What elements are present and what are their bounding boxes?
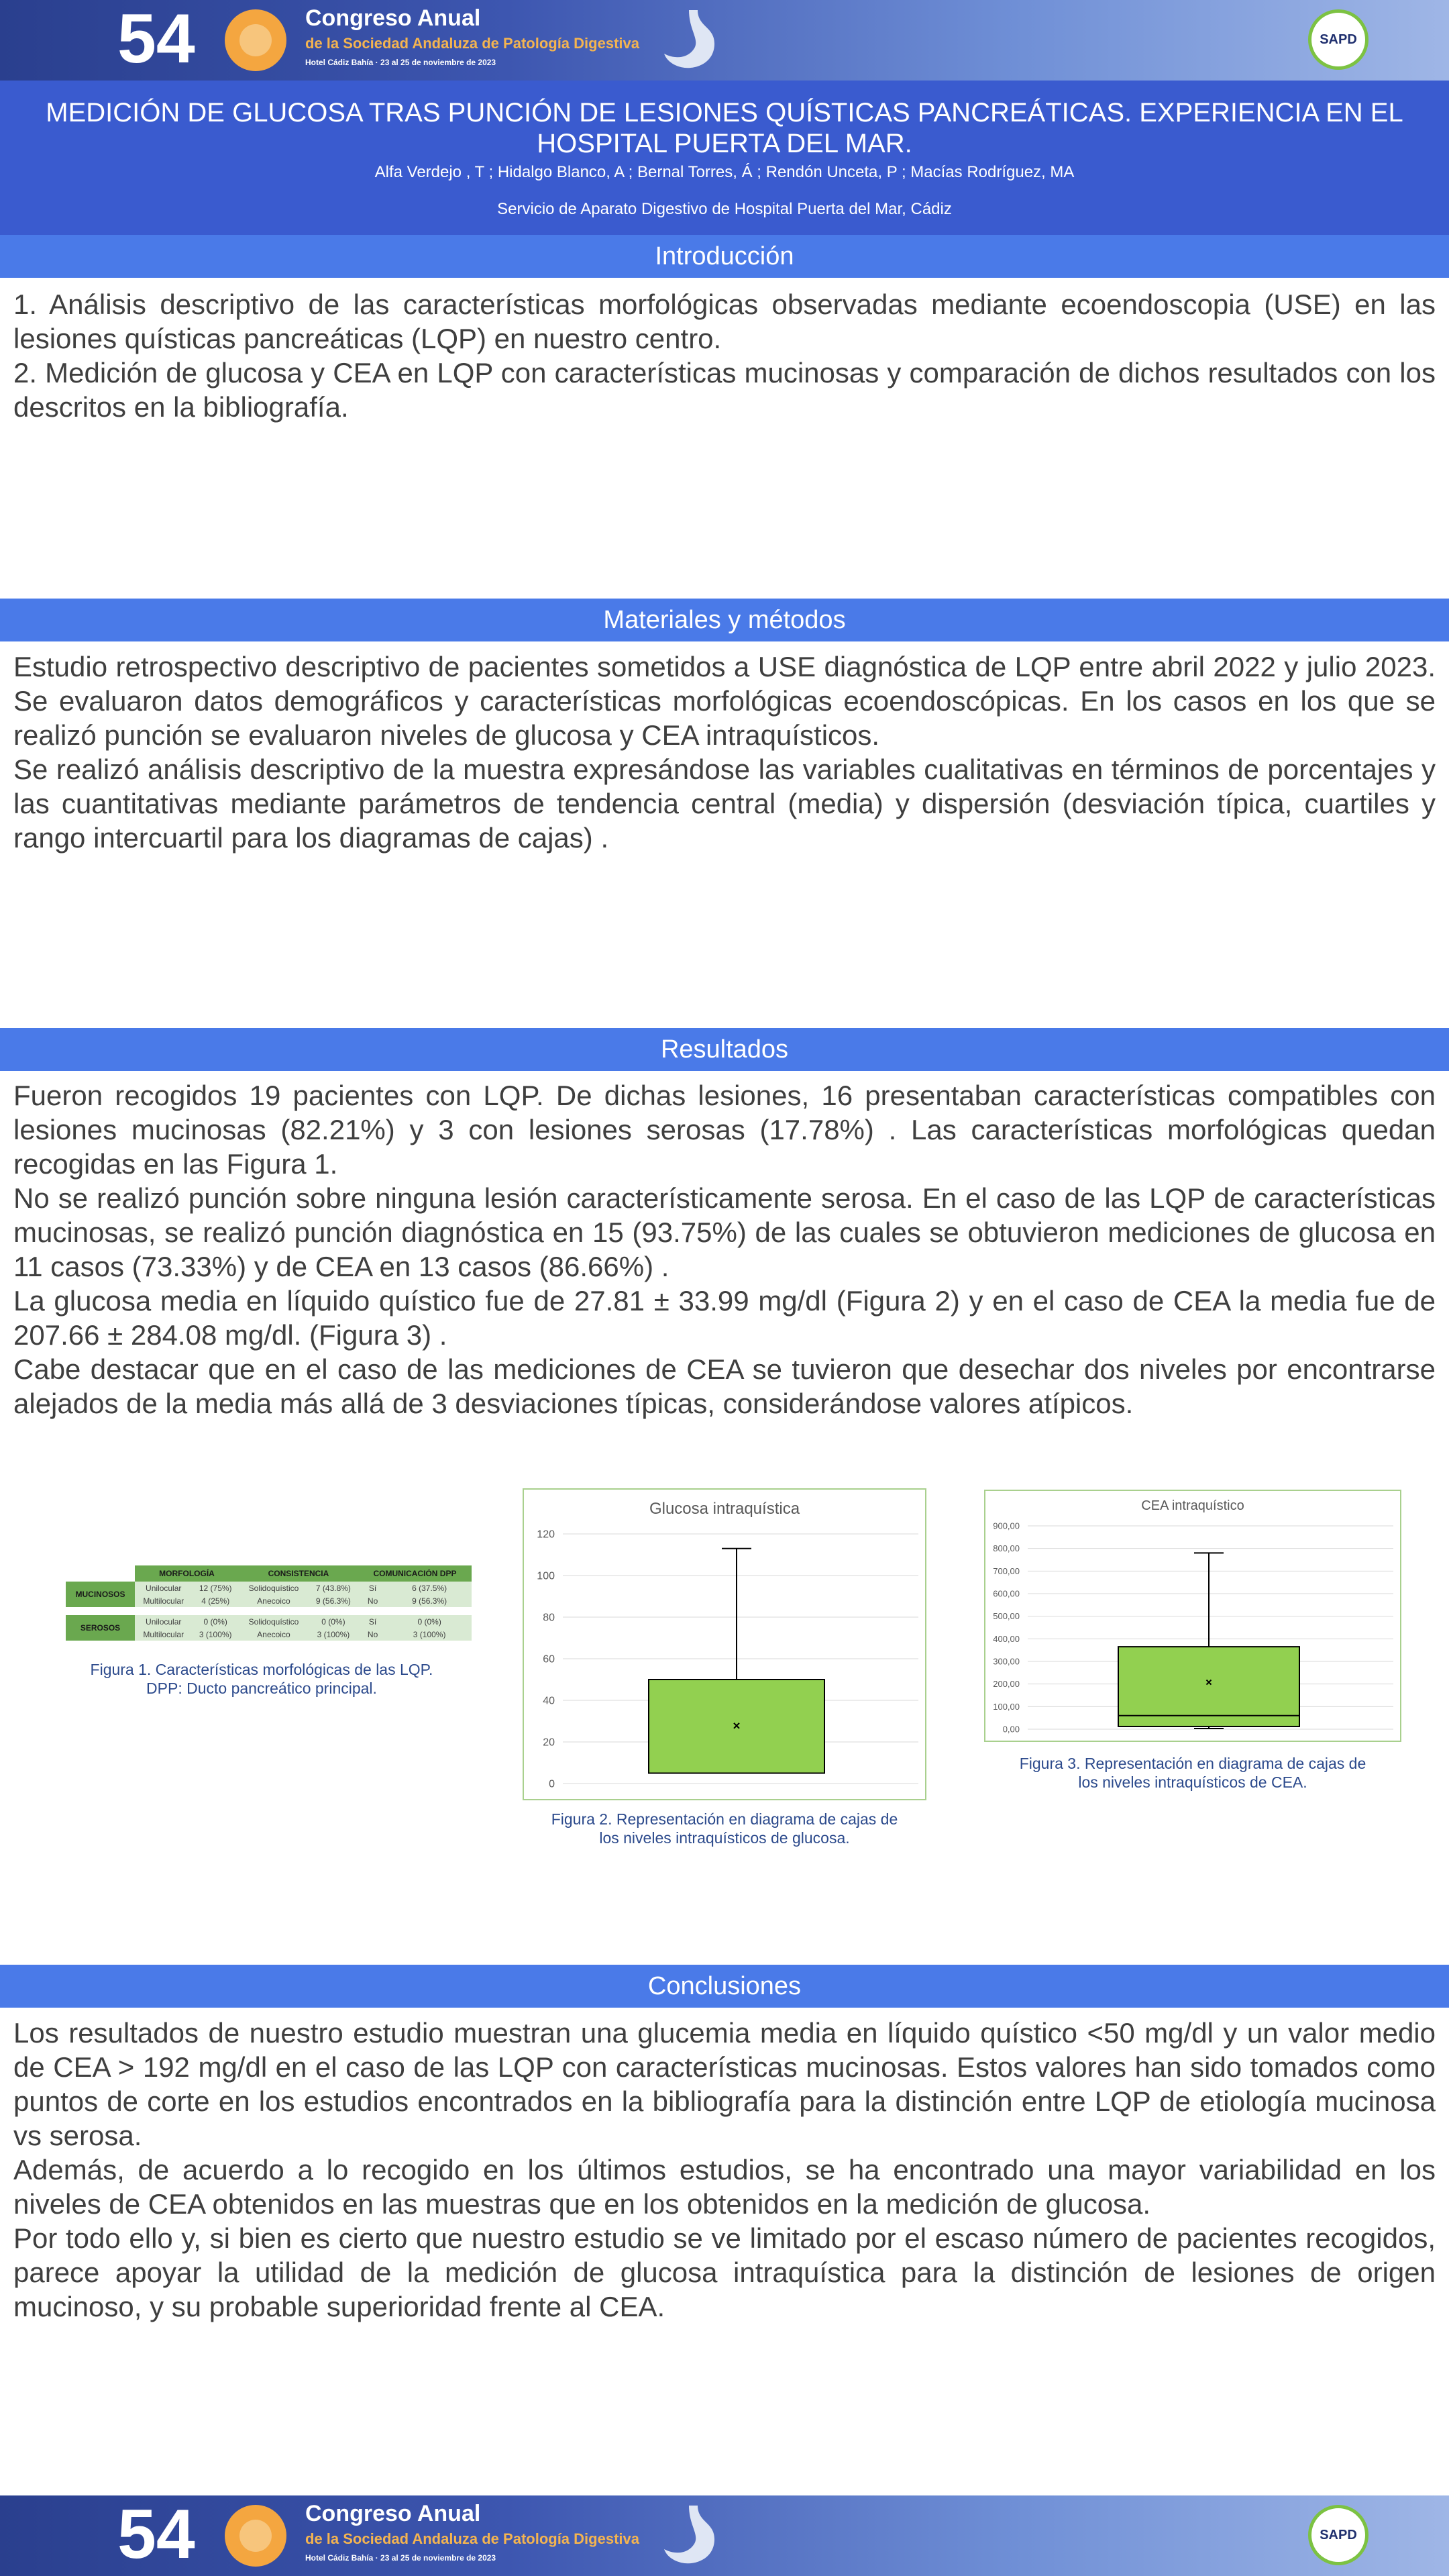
figure2-caption xyxy=(523,1810,926,1847)
table-cell: Solidoquístico xyxy=(239,1582,309,1594)
conclusions-paragraph: Los resultados de nuestro estudio muestran una glucemia media en líquido quístico <50 mg/dl y un valor medio de CEA > 192 mg/dl en el caso de las LQP con características mucinosas. Estos valores han sido tomados como puntos de corte en los estudios encontrados en la bibliografía para la distinción entre LQP de etiología mucinosa vs serosa. xyxy=(13,2017,1436,2151)
sapd-logo: SAPD xyxy=(1308,9,1368,70)
table-header: CONSISTENCIA xyxy=(239,1565,358,1582)
table-row xyxy=(66,1615,472,1628)
figure1-caption xyxy=(54,1660,470,1698)
y-tick-label: 40 xyxy=(543,1695,555,1707)
table-row xyxy=(66,1582,472,1594)
intro-body xyxy=(13,287,1436,424)
table-cell: 12 (75%) xyxy=(192,1582,239,1594)
y-tick-label: 0 xyxy=(549,1778,555,1790)
edition-number: 54 xyxy=(117,2495,195,2573)
group-label: SEROSOS xyxy=(66,1615,135,1641)
y-tick-label: 800,00 xyxy=(993,1543,1020,1554)
caption-line: DPP: Ducto pancreático principal. xyxy=(146,1680,377,1697)
y-tick-label: 600,00 xyxy=(993,1588,1020,1599)
y-tick-label: 0,00 xyxy=(1002,1724,1020,1735)
y-tick-label: 100 xyxy=(537,1570,555,1582)
group-label: MUCINOSOS xyxy=(66,1582,135,1607)
table-cell: Unilocular xyxy=(135,1582,192,1594)
results-paragraph: Fueron recogidos 19 pacientes con LQP. De dichas lesiones, 16 presentaban características compatibles con lesiones mucinosas (82.21%) y 3 con lesiones serosas (17.78%) . Las características morfológicas quedan recogidas en las Figura 1. xyxy=(13,1080,1436,1180)
table-cell: 3 (100%) xyxy=(192,1628,239,1641)
banner-line1: Congreso Anual xyxy=(305,2501,481,2526)
y-tick-label: 400,00 xyxy=(993,1633,1020,1644)
congress-emblem-icon xyxy=(225,9,286,71)
methods-paragraph: Estudio retrospectivo descriptivo de pacientes sometidos a USE diagnóstica de LQP entre abril 2022 y julio 2023. Se evaluaron datos demográficos y características morfológicas ecoendoscópicas. En los casos en los que se realizó punción se evaluaron niveles de glucosa y CEA intraquísticos. xyxy=(13,651,1436,751)
y-tick-label: 200,00 xyxy=(993,1679,1020,1690)
banner-line3: Hotel Cádiz Bahía · 23 al 25 de noviembre de 2023 xyxy=(305,58,496,67)
y-tick-label: 500,00 xyxy=(993,1611,1020,1622)
table-header: COMUNICACIÓN DPP xyxy=(358,1565,472,1582)
conclusions-paragraph: Además, de acuerdo a lo recogido en los últimos estudios, se ha encontrado una mayor variabilidad en los niveles de CEA obtenidos en las muestras que en los obtenidos en la medición de glucosa. xyxy=(13,2154,1436,2220)
iqr-box xyxy=(1118,1647,1299,1727)
results-heading: Resultados xyxy=(0,1028,1449,1071)
glucose-boxplot xyxy=(523,1488,926,1800)
edition-number: 54 xyxy=(117,0,195,78)
y-tick-label: 120 xyxy=(537,1529,555,1541)
banner-line3: Hotel Cádiz Bahía · 23 al 25 de noviembre de 2023 xyxy=(305,2553,496,2563)
y-tick-label: 900,00 xyxy=(993,1521,1020,1531)
table-cell: Sí xyxy=(358,1615,387,1628)
y-tick-label: 300,00 xyxy=(993,1656,1020,1667)
table-cell: 7 (43.8%) xyxy=(309,1582,358,1594)
caption-line: los niveles intraquísticos de glucosa. xyxy=(599,1829,850,1847)
conclusions-body xyxy=(13,2016,1436,2324)
chart-title: CEA intraquístico xyxy=(1141,1498,1244,1513)
figure3-caption xyxy=(984,1754,1401,1792)
congress-emblem-icon xyxy=(225,2505,286,2567)
table-header: MORFOLOGÍA xyxy=(135,1565,239,1582)
stomach-icon xyxy=(661,7,721,74)
results-paragraph: Cabe destacar que en el caso de las mediciones de CEA se tuvieron que desechar dos niveles por encontrarse alejados de la media más allá de 3 desviaciones típicas, considerándose valores atípicos. xyxy=(13,1353,1436,1419)
banner-line1: Congreso Anual xyxy=(305,5,481,31)
table-cell: 3 (100%) xyxy=(387,1628,472,1641)
conclusions-paragraph: Por todo ello y, si bien es cierto que nuestro estudio se ve limitado por el escaso número de pacientes recogidos, parece apoyar la utilidad de la medición de glucosa intraquística para la distinción de lesiones de origen mucinoso, y su probable superioridad frente al CEA. xyxy=(13,2222,1436,2322)
table-cell: 0 (0%) xyxy=(309,1615,358,1628)
table-cell: Multilocular xyxy=(135,1594,192,1607)
bottom-banner xyxy=(0,2495,1449,2576)
results-paragraph: La glucosa media en líquido quístico fue de 27.81 ± 33.99 mg/dl (Figura 2) y en el caso de CEA la media fue de 207.66 ± 284.08 mg/dl. (Figura 3) . xyxy=(13,1285,1436,1351)
morphology-table xyxy=(66,1565,472,1641)
results-body xyxy=(13,1078,1436,1421)
table-cell: 6 (37.5%) xyxy=(387,1582,472,1594)
intro-heading: Introducción xyxy=(0,235,1449,278)
conclusions-heading: Conclusiones xyxy=(0,1965,1449,2008)
table-cell: No xyxy=(358,1594,387,1607)
top-banner xyxy=(0,0,1449,81)
caption-line: los niveles intraquísticos de CEA. xyxy=(1078,1773,1307,1791)
y-tick-label: 60 xyxy=(543,1653,555,1665)
table-cell: 9 (56.3%) xyxy=(387,1594,472,1607)
intro-paragraph: 2. Medición de glucosa y CEA en LQP con características mucinosas y comparación de dichos resultados con los descritos en la bibliografía. xyxy=(13,357,1436,423)
table-cell: No xyxy=(358,1628,387,1641)
table-cell: 4 (25%) xyxy=(192,1594,239,1607)
y-tick-label: 20 xyxy=(543,1737,555,1749)
table-cell: 0 (0%) xyxy=(192,1615,239,1628)
table-cell: Sí xyxy=(358,1582,387,1594)
methods-heading: Materiales y métodos xyxy=(0,599,1449,641)
chart-title: Glucosa intraquística xyxy=(649,1500,800,1518)
sapd-logo: SAPD xyxy=(1308,2505,1368,2565)
cea-boxplot xyxy=(984,1490,1401,1742)
table-cell: Solidoquístico xyxy=(239,1615,309,1628)
table-cell: Anecoico xyxy=(239,1628,309,1641)
table-cell: Multilocular xyxy=(135,1628,192,1641)
y-tick-label: 100,00 xyxy=(993,1701,1020,1712)
table-cell: 0 (0%) xyxy=(387,1615,472,1628)
banner-line2: de la Sociedad Andaluza de Patología Digestiva xyxy=(305,35,639,52)
caption-line: Figura 2. Representación en diagrama de cajas de xyxy=(551,1810,898,1828)
poster-title: MEDICIÓN DE GLUCOSA TRAS PUNCIÓN DE LESIONES QUÍSTICAS PANCREÁTICAS. EXPERIENCIA EN EL HOSPITAL PUERTA DEL MAR. xyxy=(46,98,1403,158)
caption-line: Figura 3. Representación en diagrama de cajas de xyxy=(1019,1755,1366,1772)
banner-line2: de la Sociedad Andaluza de Patología Digestiva xyxy=(305,2530,639,2547)
methods-body xyxy=(13,650,1436,855)
table-cell: Unilocular xyxy=(135,1615,192,1628)
table-cell: 9 (56.3%) xyxy=(309,1594,358,1607)
y-tick-label: 80 xyxy=(543,1612,555,1624)
y-tick-label: 700,00 xyxy=(993,1565,1020,1576)
caption-line: Figura 1. Características morfológicas de las LQP. xyxy=(90,1661,433,1678)
poster-header xyxy=(0,81,1449,235)
results-paragraph: No se realizó punción sobre ninguna lesión característicamente serosa. En el caso de las LQP de características mucinosas, se realizó punción diagnóstica en 15 (93.75%) de las cuales se obtuvieron mediciones de glucosa en 11 casos (73.33%) y de CEA en 13 casos (86.66%) . xyxy=(13,1182,1436,1282)
authors: Alfa Verdejo , T ; Hidalgo Blanco, A ; Bernal Torres, Á ; Rendón Unceta, P ; Macías Rodríguez, MA xyxy=(374,163,1075,181)
intro-paragraph: 1. Análisis descriptivo de las características morfológicas observadas mediante ecoendoscopia (USE) en las lesiones quísticas pancreáticas (LQP) en nuestro centro. xyxy=(13,289,1436,354)
affiliation: Servicio de Aparato Digestivo de Hospital Puerta del Mar, Cádiz xyxy=(497,200,952,218)
methods-paragraph: Se realizó análisis descriptivo de la muestra expresándose las variables cualitativas en términos de porcentajes y las cuantitativas mediante parámetros de tendencia central (media) y dispersión (desviación típica, cuartiles y rango intercuartil para los diagramas de cajas) . xyxy=(13,754,1436,854)
table-cell: Anecoico xyxy=(239,1594,309,1607)
table-cell: 3 (100%) xyxy=(309,1628,358,1641)
stomach-icon xyxy=(661,2502,721,2569)
